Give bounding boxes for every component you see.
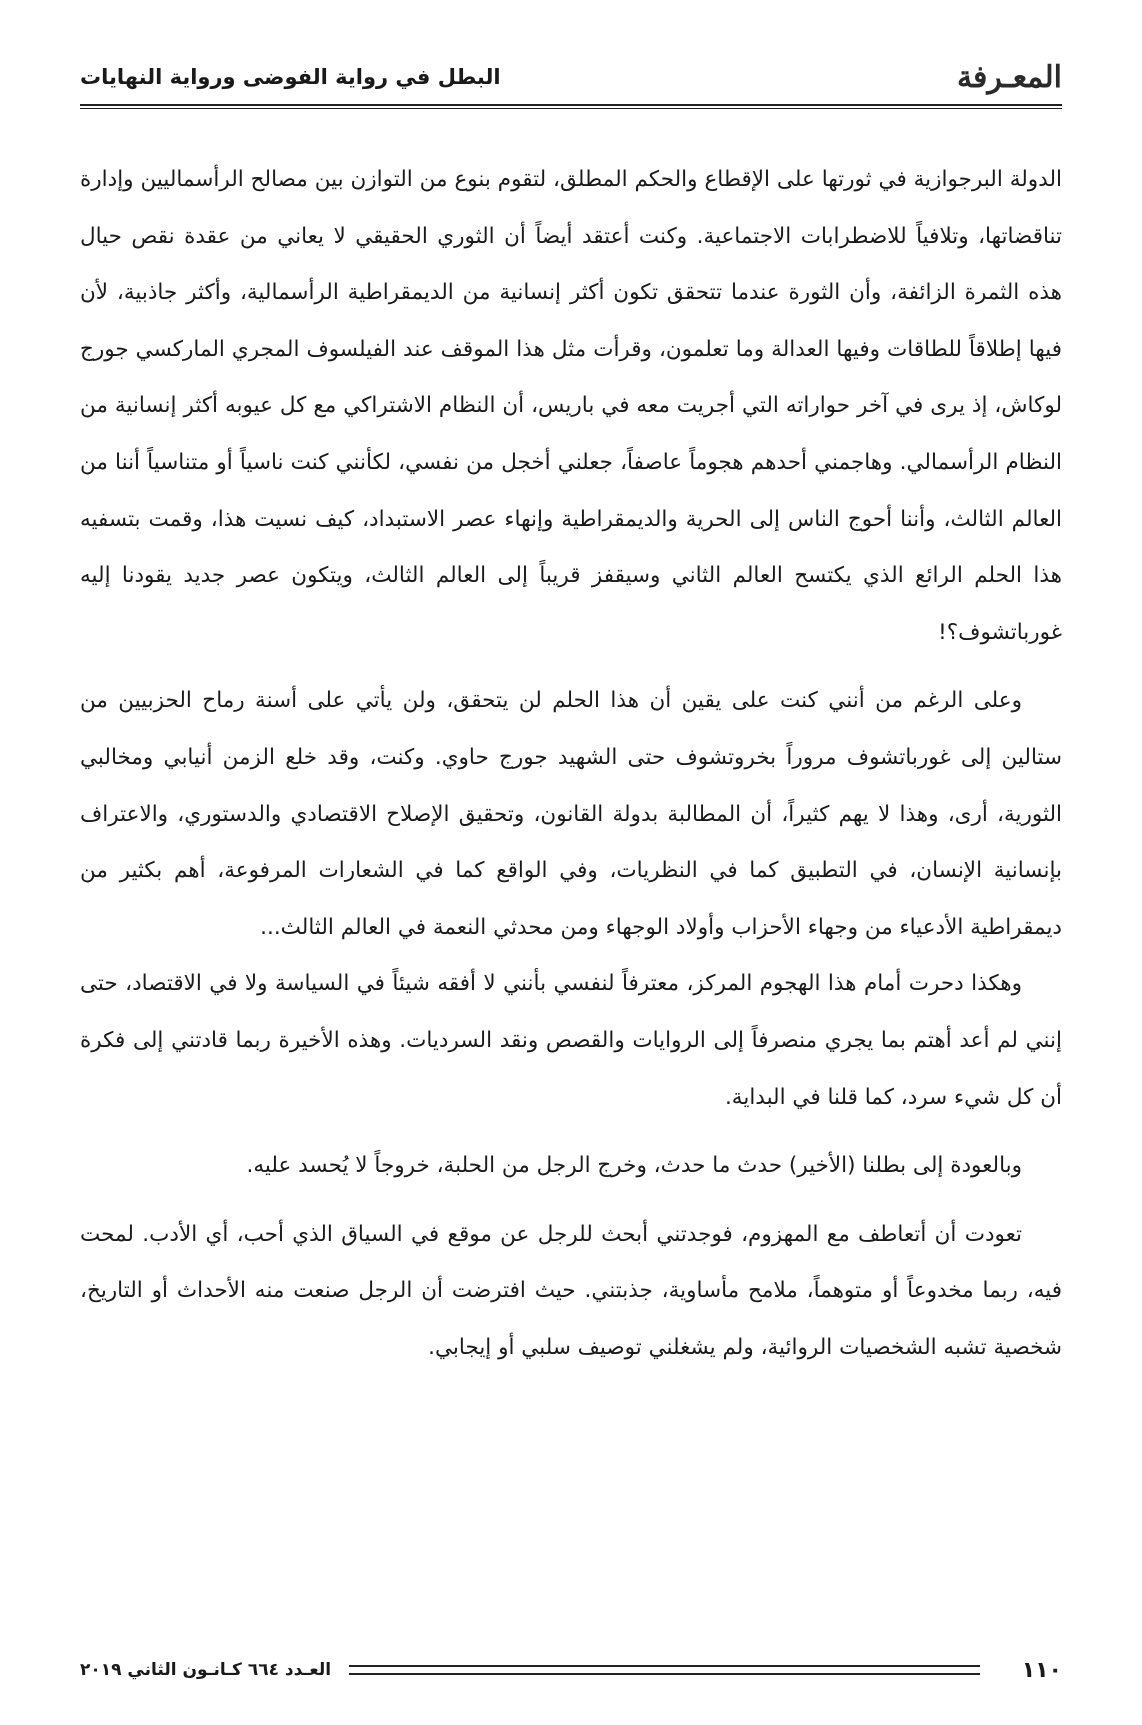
header-rule (80, 104, 1062, 106)
running-title: البطل في رواية الفوضى ورواية النهايات (80, 65, 501, 89)
paragraph-4: وبالعودة إلى بطلنا (الأخير) حدث ما حدث، وخرج الرجل من الحلبة، خروجاً لا يُحسد عليه. (246, 1153, 1022, 1179)
paragraph-2: وعلى الرغم من أنني كنت على يقين أن هذا الحلم لن يتحقق، ولن يأتي على أسنة رماح الحزبيين من ستالين إلى غورباتشوف مروراً بخروتشوف حتى الشهيد جورج حاوي. وكنت، وقد خلع الزمن أنيابي ومخالبي الثورية، أرى، وهذا لا يهم كثيراً، أن المطالبة بدولة القانون، وتحقيق الإصلاح الاقتصادي والدستوري، والاعتراف بإنسانية الإنسان، في التطبيق كما في النظريات، وفي الواقع كما في الشعارات المرفوعة، أهم بكثير من ديمقراطية الأدعياء من وجهاء الأحزاب وأولاد الوجهاء ومن محدثي النعمة في العالم الثالث... (80, 688, 1062, 940)
page-header (80, 54, 1062, 100)
page-number: ١١٠ (1021, 1657, 1062, 1683)
paragraph-5: تعودت أن أتعاطف مع المهزوم، فوجدتني أبحث للرجل عن موقع في السياق الذي أحب، أي الأدب. لمحت فيه، ربما مخدوعاً أو متوهماً، ملامح مأساوية، جذبتني. حيث افترضت أن الرجل صنعت منه الأحداث أو التاريخ، شخصية تشبه الشخصيات الروائية، ولم يشغلني توصيف سلبي أو إيجابي. (80, 1221, 1062, 1360)
header-rule-thin (80, 108, 1062, 109)
magazine-logo: المعـرفة (956, 59, 1062, 95)
paragraph-1: الدولة البرجوازية في ثورتها على الإقطاع والحكم المطلق، لتقوم بنوع من التوازن بين مصالح الرأسماليين وإدارة تناقضاتها، وتلافياً للاضطرابات الاجتماعية. وكنت أعتقد أيضاً أن الثوري الحقيقي لا يعاني من عقدة نقص حيال هذه الثمرة الزائفة، وأن الثورة عندما تتحقق تكون أكثر إنسانية من الديمقراطية الرأسمالية، وأكثر جاذبية، لأن فيها إطلاقاً للطاقات وفيها العدالة وما تعلمون، وقرأت مثل هذا الموقف عند الفيلسوف المجري الماركسي جورج لوكاش، إذ يرى في آخر حواراته التي أجريت معه في باريس، أن النظام الاشتراكي مع كل عيوبه أكثر إنسانية من النظام الرأسمالي. وهاجمني أحدهم هجوماً عاصفاً، جعلني أخجل من نفسي، لكأنني كنت ناسياً أو متناسياً أننا من العالم الثالث، وأننا أحوج الناس إلى الحرية والديمقراطية وإنهاء عصر الاستبداد، كيف نسيت هذا، وقمت بتسفيه هذا الحلم الرائع الذي يكتسح العالم الثاني وسيقفز قريباً إلى العالم الثالث، ويتكون عصر جديد يقودنا إليه غورباتشوف؟! (80, 167, 1062, 645)
issue-info: العـدد ٦٦٤ كـانـون الثاني ٢٠١٩ (80, 1660, 332, 1680)
footer-rule (349, 1665, 980, 1675)
page-footer (80, 1650, 1062, 1690)
paragraph-3: وهكذا دحرت أمام هذا الهجوم المركز، معترفاً لنفسي بأنني لا أفقه شيئاً في السياسة ولا في الاقتصاد، حتى إنني لم أعد أهتم بما يجري منصرفاً إلى الروايات والقصص ونقد السرديات. وهذه الأخيرة ربما قادتني إلى فكرة أن كل شيء سرد، كما قلنا في البداية. (80, 971, 1062, 1110)
article-body (80, 152, 1062, 1376)
